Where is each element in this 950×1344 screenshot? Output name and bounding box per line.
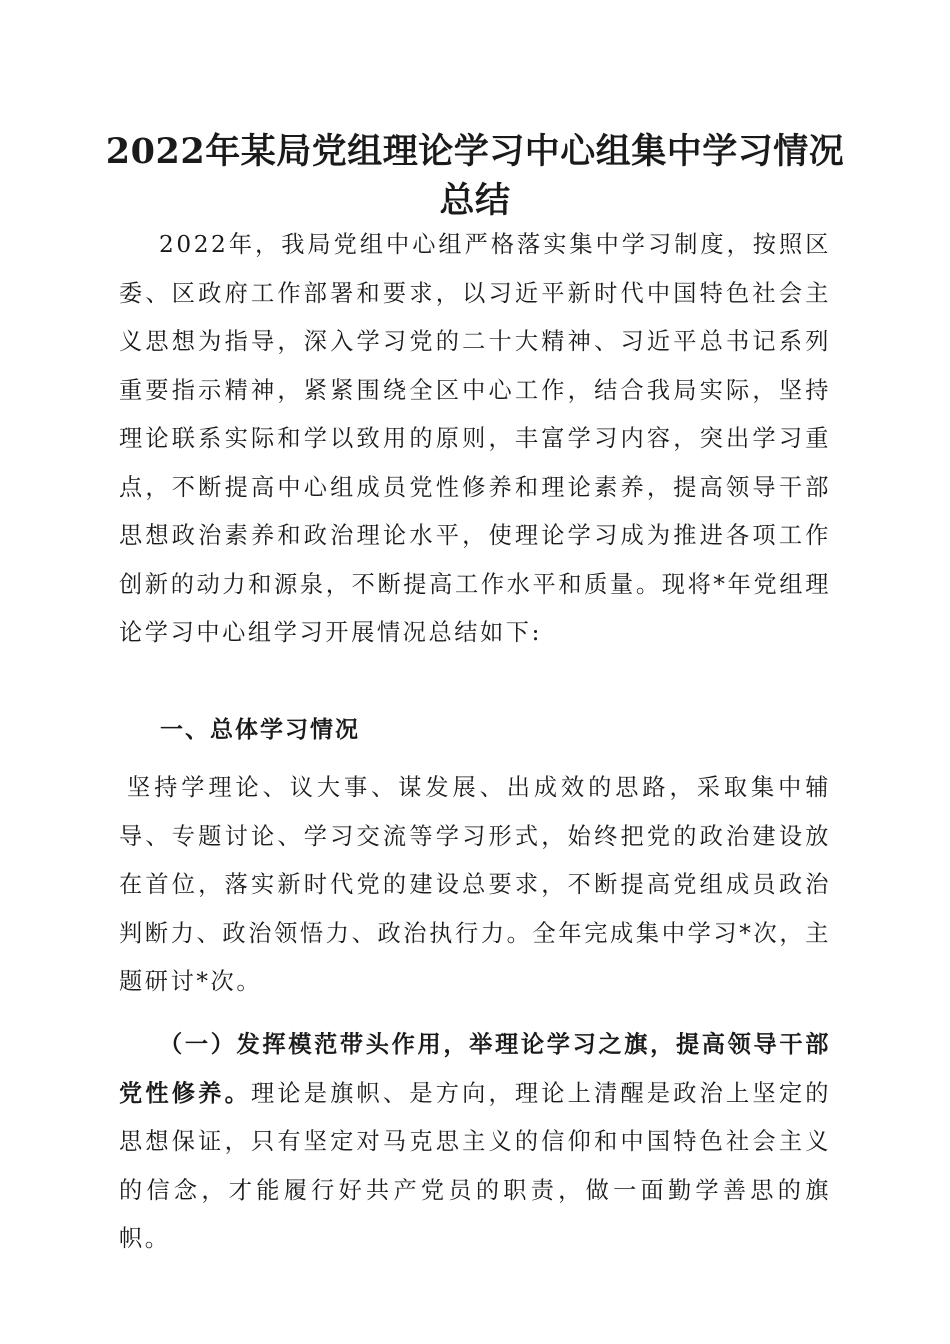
document-title-line2: 总结 (439, 180, 511, 221)
subsection-body-1: 理论是旗帜、是方向，理论上清醒是政治上坚定的思想保证，只有坚定对马克思主义的信仰和中国特色社会主义的信念，才能履行好共产党员的职责，做一面勤学善思的旗帜。 (119, 1079, 831, 1252)
subsection-heading-1: （一）发挥模范带头作用，举理论学习之旗，提高领导干部党性修养。 (119, 1031, 831, 1107)
document-title-line1: 2022年某局党组理论学习中心组集中学习情况 (105, 131, 845, 172)
intro-paragraph: 2022年，我局党组中心组严格落实集中学习制度，按照区委、区政府工作部署和要求，以习近平新时代中国特色社会主义思想为指导，深入学习党的二十大精神、习近平总书记系列重要指示精神，紧紧围绕全区中心工作，结合我局实际，坚持理论联系实际和学以致用的原则，丰富学习内容，突出学习重点，不断提高中心组成员党性修养和理论素养，提高领导干部思想政治素养和政治理论水平，使理论学习成为推进各项工作创新的动力和源泉，不断提高工作水平和质量。现将*年党组理论学习中心组学习开展情况总结如下: (119, 231, 831, 646)
section-heading-overall-study: 一、总体学习情况 (160, 716, 360, 743)
subsection-paragraph-1 (119, 1021, 831, 1264)
overall-study-paragraph: 坚持学理论、议大事、谋发展、出成效的思路，采取集中辅导、专题讨论、学习交流等学习形式，始终把党的政治建设放在首位，落实新时代党的建设总要求，不断提高党组成员政治判断力、政治领悟力、政治执行力。全年完成集中学习*次，主题研讨*次。 (119, 774, 831, 995)
